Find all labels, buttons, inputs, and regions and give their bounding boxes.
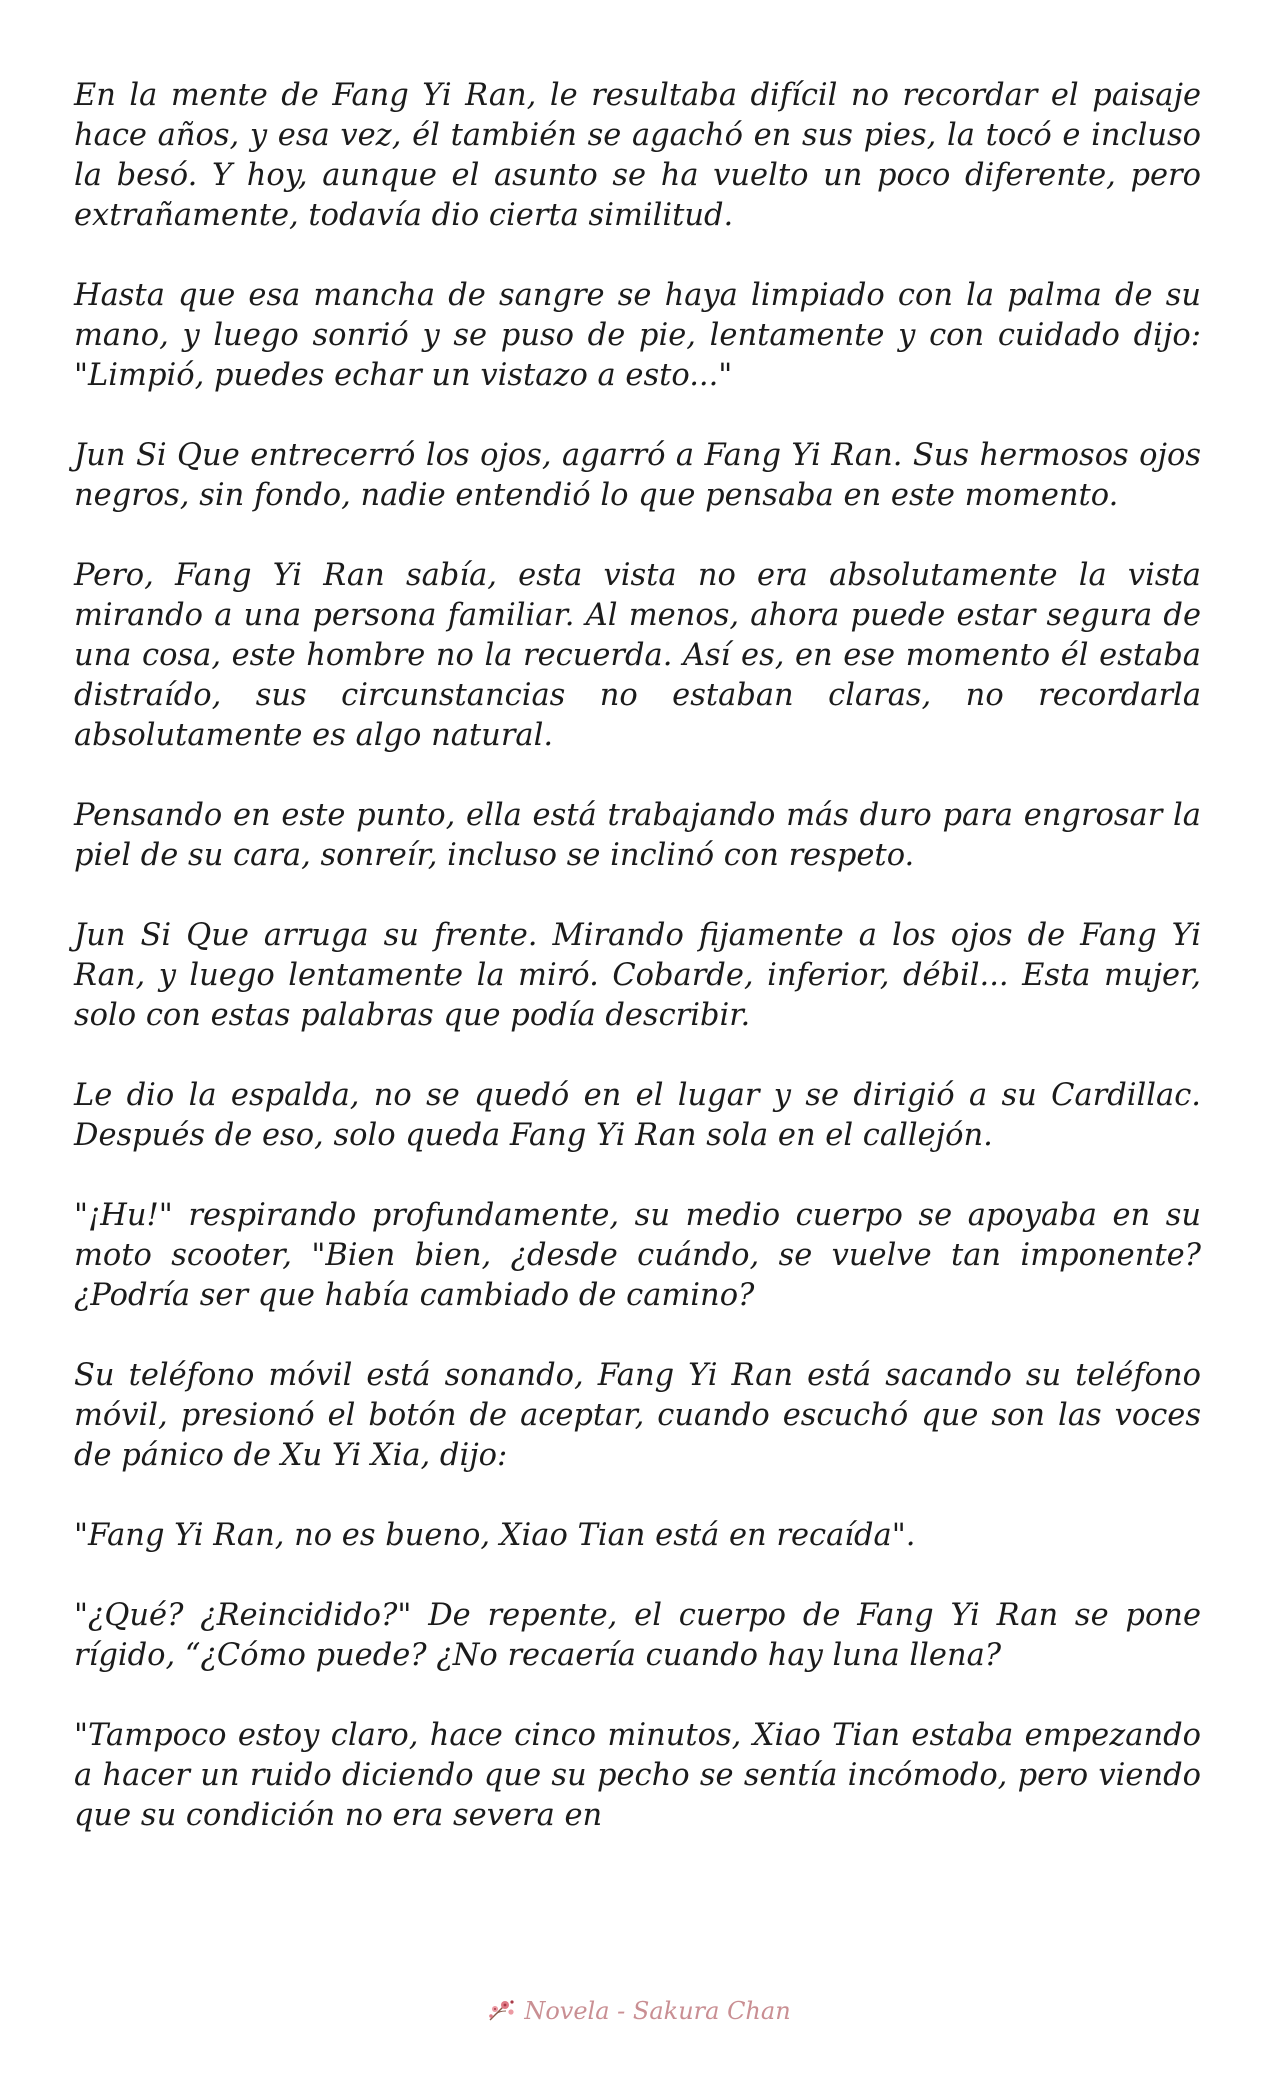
paragraph-8: "¡Hu!" respirando profundamente, su medio cuerpo se apoyaba en su moto scooter, "Bien bien, ¿desde cuándo, se vuelve tan imponente? ¿Podría ser que había cambiado de camino? — [74, 1198, 1201, 1313]
paragraph-9: Su teléfono móvil está sonando, Fang Yi Ran está sacando su teléfono móvil, presionó el botón de aceptar, cuando escuchó que son las voces de pánico de Xu Yi Xia, dijo: — [74, 1358, 1201, 1473]
document-body — [74, 76, 1201, 1876]
paragraph-12: "Tampoco estoy claro, hace cinco minutos, Xiao Tian estaba empezando a hacer un ruido diciendo que su pecho se sentía incómodo, pero viendo que su condición no era severa en — [74, 1718, 1201, 1833]
paragraph-7: Le dio la espalda, no se quedó en el lugar y se dirigió a su Cardillac. Después de eso, solo queda Fang Yi Ran sola en el callejón. — [74, 1078, 1201, 1153]
paragraph-5: Pensando en este punto, ella está trabajando más duro para engrosar la piel de su cara, sonreír, incluso se inclinó con respeto. — [74, 798, 1201, 873]
paragraph-2: Hasta que esa mancha de sangre se haya limpiado con la palma de su mano, y luego sonrió y se puso de pie, lentamente y con cuidado dijo: "Limpió, puedes echar un vistazo a esto..." — [74, 278, 1201, 393]
paragraph-3: Jun Si Que entrecerró los ojos, agarró a Fang Yi Ran. Sus hermosos ojos negros, sin fondo, nadie entendió lo que pensaba en este momento. — [74, 438, 1201, 513]
paragraph-6: Jun Si Que arruga su frente. Mirando fijamente a los ojos de Fang Yi Ran, y luego lentamente la miró. Cobarde, inferior, débil... Esta mujer, solo con estas palabras que podía describir. — [74, 918, 1201, 1033]
footer-watermark — [0, 1996, 1275, 2026]
paragraph-11: "¿Qué? ¿Reincidido?" De repente, el cuerpo de Fang Yi Ran se pone rígido, “¿Cómo puede? ¿No recaería cuando hay luna llena? — [74, 1598, 1201, 1673]
paragraph-4: Pero, Fang Yi Ran sabía, esta vista no era absolutamente la vista mirando a una persona familiar. Al menos, ahora puede estar segura de una cosa, este hombre no la recuerda. Así es, en ese momento él estaba distraído, sus circunstancias no estaban claras, no recordarla absolutamente es algo natural. — [74, 558, 1201, 753]
sakura-flower-icon — [484, 1996, 518, 2026]
paragraph-10: "Fang Yi Ran, no es bueno, Xiao Tian está en recaída". — [74, 1518, 916, 1553]
footer-text: Novela - Sakura Chan — [524, 1997, 791, 2025]
paragraph-1: En la mente de Fang Yi Ran, le resultaba difícil no recordar el paisaje hace años, y esa vez, él también se agachó en sus pies, la tocó e incluso la besó. Y hoy, aunque el asunto se ha vuelto un poco diferente, pero extrañamente, todavía dio cierta similitud. — [74, 78, 1201, 233]
